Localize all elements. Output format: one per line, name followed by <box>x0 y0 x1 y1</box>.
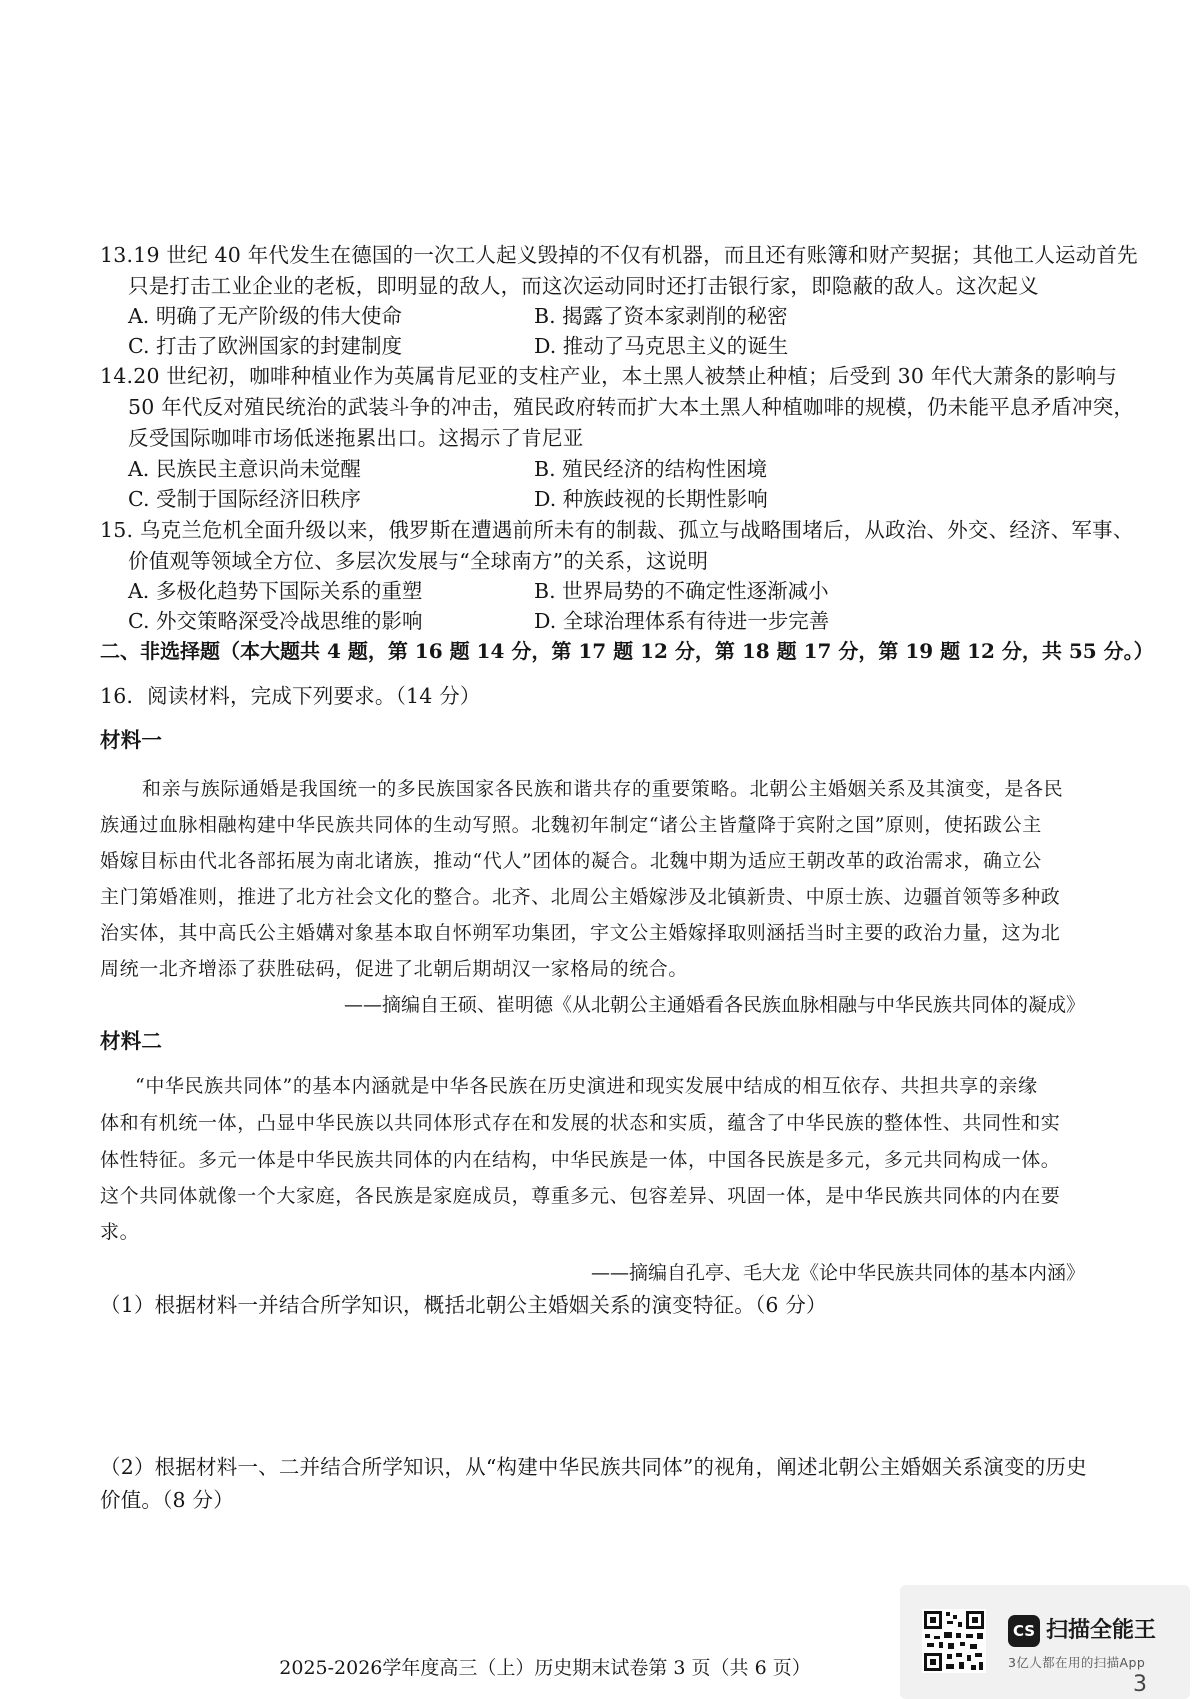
material-1-source: ——摘编自王硕、崔明德《从北朝公主通婚看各民族血脉相融与中华民族共同体的凝成》 <box>343 994 1085 1016</box>
q14-line-3: 反受国际咖啡市场低迷拖累出口。这揭示了肯尼亚 <box>128 426 584 450</box>
material-2-line-3: 体性特征。多元一体是中华民族共同体的内在结构，中华民族是一体，中国各民族是多元，多元共同构成一体。 <box>100 1149 1061 1171</box>
scanner-tagline: 3亿人都在用的扫描App <box>1008 1655 1146 1670</box>
sub-question-2-line-2: 价值。（8 分） <box>100 1488 234 1512</box>
q15-line-2: 价值观等领域全方位、多层次发展与“全球南方”的关系，这说明 <box>128 549 709 573</box>
material-1-line-1: 和亲与族际通婚是我国统一的多民族国家各民族和谐共存的重要策略。北朝公主婚姻关系及其演变，是各民 <box>142 778 1064 800</box>
material-1-line-6: 周统一北齐增添了获胜砝码，促进了北朝后期胡汉一家格局的统合。 <box>100 958 689 980</box>
material-1-line-2: 族通过血脉相融构建中华民族共同体的生动写照。北魏初年制定“诸公主皆釐降于宾附之国”原则，使拓跋公主 <box>100 814 1042 836</box>
material-2-line-5: 求。 <box>100 1221 140 1243</box>
q13-option-a: A. 明确了无产阶级的伟大使命 <box>128 304 402 328</box>
q13-option-c: C. 打击了欧洲国家的封建制度 <box>128 334 402 358</box>
q14-line-2: 50 年代反对殖民统治的武装斗争的冲击，殖民政府转而扩大本土黑人种植咖啡的规模，仍未能平息矛盾冲突， <box>128 395 1135 419</box>
scanner-app-logo: CS <box>1008 1615 1040 1647</box>
q14-option-d: D. 种族歧视的长期性影响 <box>534 487 768 511</box>
section-2-header: 二、非选择题（本大题共 4 题，第 16 题 14 分，第 17 题 12 分，第 18 题 17 分，第 19 题 12 分，共 55 分。） <box>100 639 1154 663</box>
material-2-line-1: “中华民族共同体”的基本内涵就是中华各民族在历史演进和现实发展中结成的相互依存、共担共享的亲缘 <box>135 1075 1038 1097</box>
q15-option-d: D. 全球治理体系有待进一步完善 <box>534 609 830 633</box>
material-2-source: ——摘编自孔亭、毛大龙《论中华民族共同体的基本内涵》 <box>590 1262 1085 1284</box>
material-1-line-3: 婚嫁目标由代北各部拓展为南北诸族，推动“代人”团体的凝合。北魏中期为适应王朝改革的政治需求，确立公 <box>100 850 1042 872</box>
material-1-line-4: 主门第婚准则，推进了北方社会文化的整合。北齐、北周公主婚嫁涉及北镇新贵、中原士族、边疆首领等多种政 <box>100 886 1061 908</box>
q15-line-1: 15. 乌克兰危机全面升级以来，俄罗斯在遭遇前所未有的制裁、孤立与战略围堵后，从政治、外交、经济、军事、 <box>100 518 1134 542</box>
q13-option-b: B. 揭露了资本家剥削的秘密 <box>534 304 788 328</box>
sub-question-1: （1）根据材料一并结合所学知识，概括北朝公主婚姻关系的演变特征。（6 分） <box>100 1293 827 1317</box>
q14-option-a: A. 民族民主意识尚未觉醒 <box>128 457 361 481</box>
corner-page-number: 3 <box>1133 1672 1147 1697</box>
material-2-title: 材料二 <box>100 1029 163 1053</box>
q13-line-2: 只是打击工业企业的老板，即明显的敌人，而这次运动同时还打击银行家，即隐蔽的敌人。这次起义 <box>128 274 1039 298</box>
sub-question-2-line-1: （2）根据材料一、二并结合所学知识，从“构建中华民族共同体”的视角，阐述北朝公主婚姻关系演变的历史 <box>100 1455 1087 1479</box>
scanner-brand-name: 扫描全能王 <box>1046 1618 1157 1643</box>
q14-option-c: C. 受制于国际经济旧秩序 <box>128 487 361 511</box>
page-footer: 2025-2026学年度高三（上）历史期末试卷第 3 页（共 6 页） <box>279 1657 811 1679</box>
qr-code-icon <box>922 1609 986 1673</box>
q16-intro: 16．阅读材料，完成下列要求。（14 分） <box>100 684 481 708</box>
q14-line-1: 14.20 世纪初，咖啡种植业作为英属肯尼亚的支柱产业，本土黑人被禁止种植；后受到 30 年代大萧条的影响与 <box>100 364 1118 388</box>
material-1-line-5: 治实体，其中高氏公主婚媾对象基本取自怀朔军功集团，宇文公主婚嫁择取则涵括当时主要的政治力量，这为北 <box>100 922 1061 944</box>
q15-option-c: C. 外交策略深受冷战思维的影响 <box>128 609 423 633</box>
q14-option-b: B. 殖民经济的结构性困境 <box>534 457 768 481</box>
q15-option-b: B. 世界局势的不确定性逐渐减小 <box>534 579 829 603</box>
material-2-line-4: 这个共同体就像一个大家庭，各民族是家庭成员，尊重多元、包容差异、巩固一体，是中华民族共同体的内在要 <box>100 1185 1061 1207</box>
material-1-title: 材料一 <box>100 728 163 752</box>
q15-option-a: A. 多极化趋势下国际关系的重塑 <box>128 579 423 603</box>
material-2-line-2: 体和有机统一体，凸显中华民族以共同体形式存在和发展的状态和实质，蕴含了中华民族的整体性、共同性和实 <box>100 1112 1061 1134</box>
q13-option-d: D. 推动了马克思主义的诞生 <box>534 334 789 358</box>
q13-line-1: 13.19 世纪 40 年代发生在德国的一次工人起义毁掉的不仅有机器，而且还有账簿和财产契据；其他工人运动首先 <box>100 243 1138 267</box>
